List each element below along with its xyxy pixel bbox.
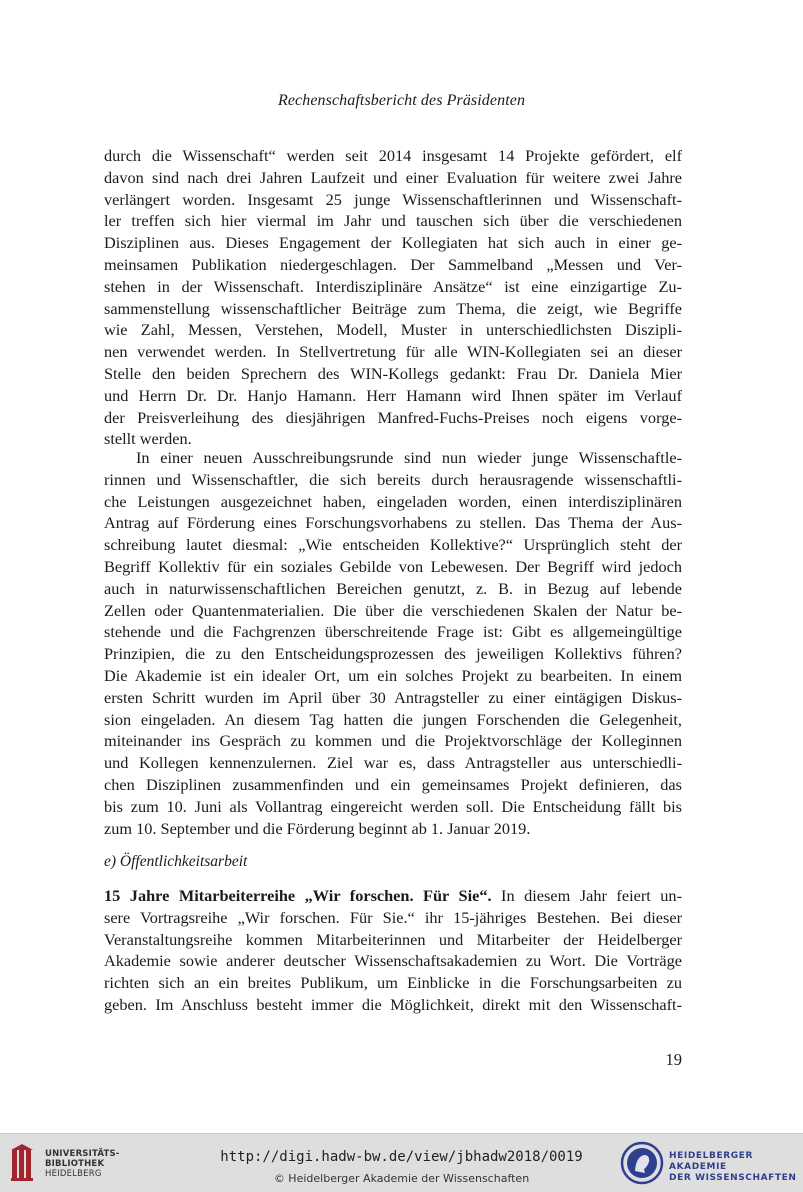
- text-line: miteinander ins Gespräch zu kommen und die Projektvorschläge der Kolleginnen: [104, 731, 682, 751]
- academy-label: [669, 1151, 803, 1184]
- text-line: Antrag auf Förderung eines Forschungsvorhabens zu stellen. Das Thema der Aus-: [104, 513, 682, 533]
- text-line: Stelle den beiden Sprechern des WIN-Kollegs gedankt: Frau Dr. Daniela Mier: [104, 363, 682, 383]
- text-line: zum 10. September und die Förderung beginnt ab 1. Januar 2019.: [104, 818, 531, 838]
- text-line: Prinzipien, die zu den Entscheidungsprozessen des jeweiligen Kollektivs führen?: [104, 644, 682, 664]
- text-line: meinsamen Publikation niedergeschlagen. Der Sammelband „Messen und Ver-: [104, 254, 682, 274]
- text-line: che Leistungen ausgezeichnet haben, eingeladen worden, einen interdisziplinären: [104, 491, 682, 511]
- academy-label-line: DER WISSENSCHAFTEN: [669, 1173, 797, 1183]
- text-line: und Kollegen kennenzulernen. Ziel war es, dass Antragsteller aus unterschiedli-: [104, 753, 682, 773]
- text-line: nen verwendet werden. In Stellvertretung für alle WIN-Kollegiaten sei an dieser: [104, 342, 682, 362]
- text-line: Akademie sowie anderer deutscher Wissenschaftsakademien zu Wort. Die Vorträge: [104, 951, 682, 971]
- academy-label-line: HEIDELBERGER AKADEMIE: [669, 1151, 753, 1172]
- ub-label-line: BIBLIOTHEK: [45, 1159, 105, 1169]
- text-run: In diesem Jahr feiert un-: [491, 886, 682, 905]
- text-line: davon sind nach drei Jahren Laufzeit und einer Evaluation für weitere zwei Jahre: [104, 167, 682, 187]
- text-line: Veranstaltungsreihe kommen Mitarbeiterinnen und Mitarbeiter der Heidelberger: [104, 929, 682, 949]
- academy-seal-icon: [620, 1141, 664, 1185]
- text-line: sere Vortragsreihe „Wir forschen. Für Sie.“ ihr 15-jähriges Bestehen. Bei dieser: [104, 907, 682, 927]
- text-line: ersten Schritt wurden im April über 30 Antragsteller zu einer eintägigen Diskus-: [104, 687, 682, 707]
- text-line: ler treffen sich hier viermal im Jahr und tauschen sich über die verschiedenen: [104, 211, 682, 231]
- paragraph-1: [104, 145, 682, 450]
- ub-label-line: HEIDELBERG: [45, 1169, 102, 1179]
- document-url-link[interactable]: http://digi.hadw-bw.de/view/jbhadw2018/0019: [220, 1149, 583, 1165]
- text-line: geben. Im Anschluss besteht immer die Möglichkeit, direkt mit den Wissenschaft-: [104, 994, 682, 1014]
- text-line: sion eingeladen. An diesem Tag hatten die jungen Forschenden die Gelegenheit,: [104, 709, 682, 729]
- viewer-footer: [0, 1133, 803, 1192]
- text-line: Disziplinen aus. Dieses Engagement der Kollegiaten hat sich auch in einer ge-: [104, 233, 682, 253]
- text-line: der Preisverleihung des diesjährigen Manfred-Fuchs-Preises noch eigens vorge-: [104, 407, 682, 427]
- text-line: bis zum 10. Juni als Vollantrag eingereicht werden soll. Die Entscheidung fällt bis: [104, 796, 682, 816]
- page-number: 19: [665, 1050, 682, 1069]
- text-line: rinnen und Wissenschaftler, die sich bereits durch herausragende wissenschaftli-: [104, 469, 682, 489]
- text-line: In einer neuen Ausschreibungsrunde sind nun wieder junge Wissenschaftle-: [136, 448, 682, 467]
- text-line: durch die Wissenschaft“ werden seit 2014 insgesamt 14 Projekte gefördert, elf: [104, 146, 682, 165]
- text-line: richten sich an ein breites Publikum, um Einblicke in die Forschungsarbeiten zu: [104, 973, 682, 993]
- section-heading: e) Öffentlichkeitsarbeit: [104, 853, 248, 870]
- text-line: wie Zahl, Messen, Verstehen, Modell, Muster in unterschiedlichsten Diszipli-: [104, 320, 682, 340]
- paragraph-3: [104, 885, 682, 1016]
- ub-label-line: UNIVERSITÄTS-: [45, 1149, 120, 1159]
- text-line: Die Akademie ist ein idealer Ort, um ein solches Projekt zu bearbeiten. In einem: [104, 665, 682, 685]
- text-line: sammenstellung wissenschaftlicher Beiträge zum Thema, die zeigt, wie Begriffe: [104, 298, 682, 318]
- text-line: stehende und die Fachgrenzen überschreitende Frage ist: Gibt es allgemeingültige: [104, 622, 682, 642]
- academy-seal-logo: [620, 1141, 664, 1185]
- paragraph-2: [104, 447, 682, 839]
- text-line: chen Disziplinen zusammenfinden und ein gemeinsames Projekt definieren, das: [104, 774, 682, 794]
- text-line: Begriff Kollektiv für ein soziales Gebilde von Lebewesen. Der Begriff wird jedoch: [104, 556, 682, 576]
- text-line: und Herrn Dr. Dr. Hanjo Hamann. Herr Hamann wird Ihnen später im Verlauf: [104, 385, 682, 405]
- text-line: auch in naturwissenschaftlichen Bereichen genutzt, z. B. in Bezug auf lebende: [104, 578, 682, 598]
- text-line: schreibung lautet diesmal: „Wie entscheiden Kollektive?“ Ursprünglich steht der: [104, 535, 682, 555]
- text-line: stehen in der Wissenschaft. Interdisziplinäre Ansätze“ ist eine einzigartige Zu-: [104, 276, 682, 296]
- text-line: verlängert worden. Insgesamt 25 junge Wissenschaftlerinnen und Wissenschaft-: [104, 189, 682, 209]
- text-line: Zellen oder Quantenmaterialien. Die über die verschiedenen Skalen der Natur be-: [104, 600, 682, 620]
- text-line: [104, 885, 682, 907]
- copyright-notice: © Heidelberger Akademie der Wissenschaften: [273, 1172, 530, 1185]
- text-line: stellt werden.: [104, 429, 192, 449]
- running-head: Rechenschaftsbericht des Präsidenten: [277, 92, 526, 109]
- bold-lead: 15 Jahre Mitarbeiterreihe „Wir forschen. Für Sie“.: [104, 886, 492, 905]
